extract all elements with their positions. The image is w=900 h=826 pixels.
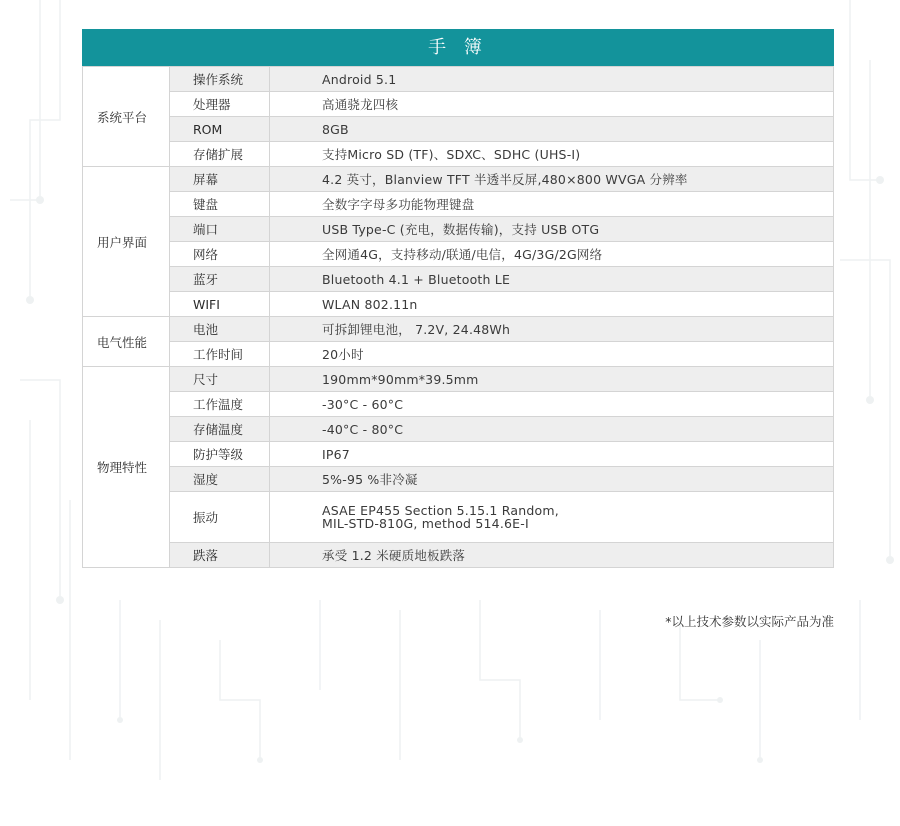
spec-row-label: 工作温度 [170,392,270,417]
spec-row-label: 操作系统 [170,67,270,92]
spec-value-line: ASAE EP455 Section 5.15.1 Random, [322,503,559,518]
spec-row [83,242,834,267]
spec-row-label: 端口 [170,217,270,242]
spec-row-value: WLAN 802.11n [270,292,834,317]
spec-row [83,392,834,417]
spec-row-label: 网络 [170,242,270,267]
spec-row-value: 8GB [270,117,834,142]
footnote: *以上技术参数以实际产品为准 [665,614,834,629]
spec-row [83,217,834,242]
spec-row-value: 4.2 英寸，Blanview TFT 半透半反屏,480×800 WVGA 分辨率 [270,167,834,192]
spec-row [83,367,834,392]
spec-group-label: 物理特性 [83,367,170,568]
spec-sheet [82,29,834,568]
spec-row-label: 屏幕 [170,167,270,192]
spec-row-label: 尺寸 [170,367,270,392]
spec-row-value: 支持Micro SD (TF)、SDXC、SDHC (UHS-I) [270,142,834,167]
spec-row [83,492,834,543]
spec-row-label: 蓝牙 [170,267,270,292]
spec-row-label: ROM [170,117,270,142]
spec-row [83,467,834,492]
spec-row [83,117,834,142]
spec-row-label: 存储温度 [170,417,270,442]
spec-row [83,92,834,117]
spec-row-value: 可拆卸锂电池， 7.2V, 24.48Wh [270,317,834,342]
spec-group-label: 用户界面 [83,167,170,317]
spec-row [83,317,834,342]
spec-row-value: USB Type-C (充电，数据传输)，支持 USB OTG [270,217,834,242]
spec-row-label: 振动 [170,492,270,543]
spec-row-value: 高通骁龙四核 [270,92,834,117]
spec-row-value: IP67 [270,442,834,467]
spec-row-value: Bluetooth 4.1 + Bluetooth LE [270,267,834,292]
spec-row-label: 防护等级 [170,442,270,467]
spec-row [83,267,834,292]
spec-row-value: 全数字字母多功能物理键盘 [270,192,834,217]
spec-row-label: 电池 [170,317,270,342]
spec-row-label: 处理器 [170,92,270,117]
spec-row-value: 全网通4G，支持移动/联通/电信，4G/3G/2G网络 [270,242,834,267]
spec-title: 手 簿 [82,29,834,66]
spec-row [83,167,834,192]
spec-row-label: WIFI [170,292,270,317]
spec-row [83,417,834,442]
spec-row [83,342,834,367]
spec-row-label: 存储扩展 [170,142,270,167]
spec-row [83,142,834,167]
spec-row-value: -40°C - 80°C [270,417,834,442]
spec-group-label: 系统平台 [83,67,170,167]
spec-row-value: 承受 1.2 米硬质地板跌落 [270,543,834,568]
spec-row [83,67,834,92]
spec-row-label: 键盘 [170,192,270,217]
spec-row [83,192,834,217]
spec-row [83,442,834,467]
spec-table [82,66,834,568]
spec-row-label: 工作时间 [170,342,270,367]
spec-row [83,292,834,317]
spec-row-label: 湿度 [170,467,270,492]
spec-row-value: 190mm*90mm*39.5mm [270,367,834,392]
spec-row-value: 5%-95 %非冷凝 [270,467,834,492]
spec-row-label: 跌落 [170,543,270,568]
spec-row-value: -30°C - 60°C [270,392,834,417]
spec-row-value: 20小时 [270,342,834,367]
spec-row-value [270,492,834,543]
spec-row-value: Android 5.1 [270,67,834,92]
spec-value-line: MIL-STD-810G, method 514.6E-I [322,516,529,531]
spec-group-label: 电气性能 [83,317,170,367]
spec-row [83,543,834,568]
